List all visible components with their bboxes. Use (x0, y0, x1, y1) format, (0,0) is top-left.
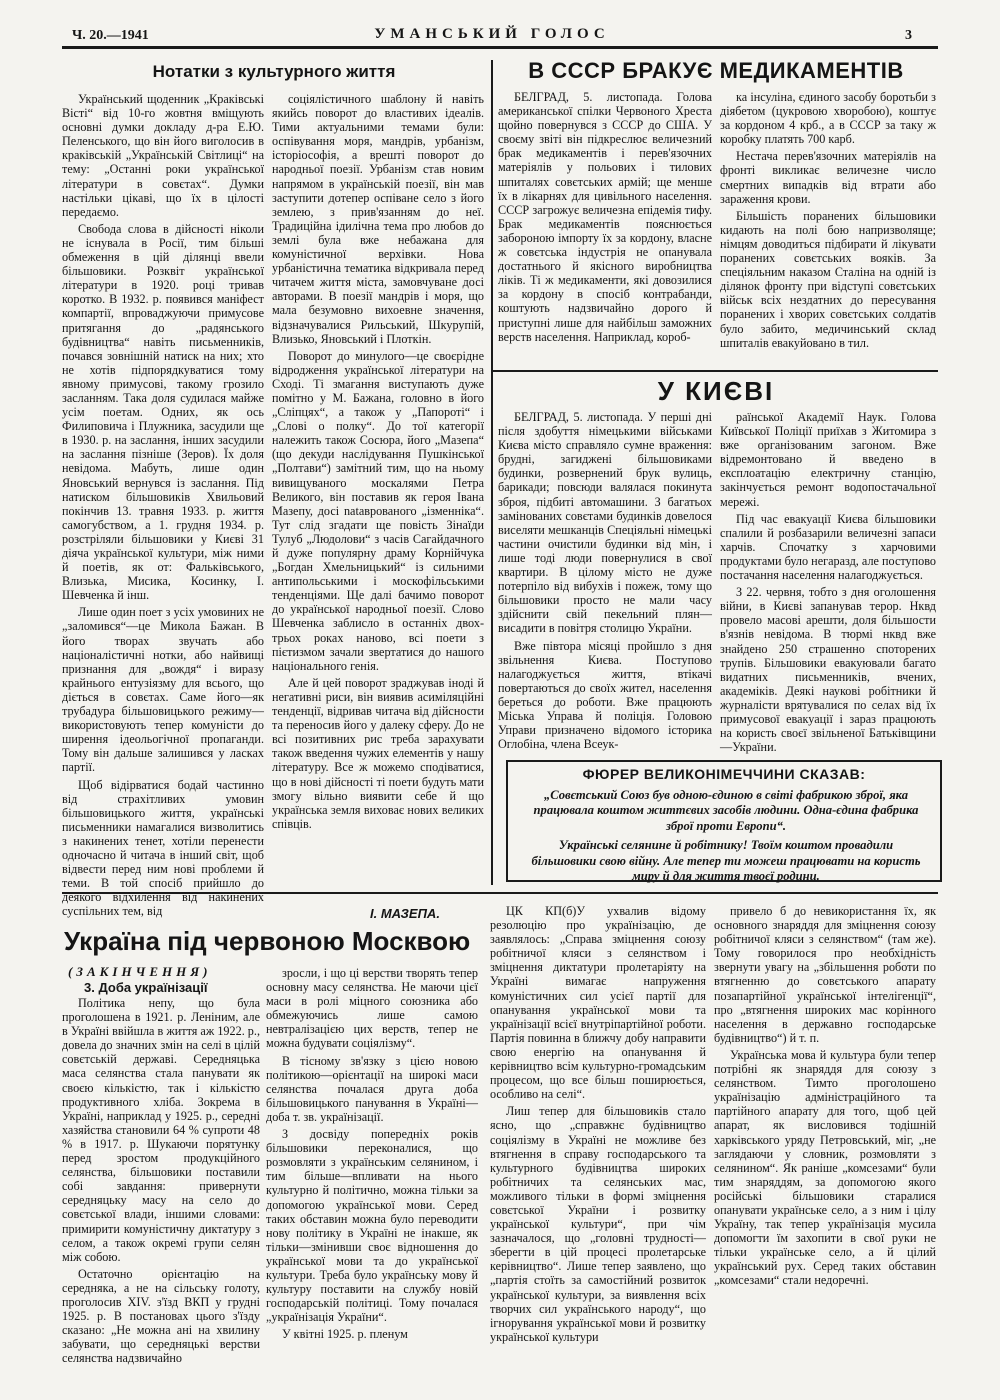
kyiv-column-1 (498, 410, 712, 750)
kyiv-column-2 (720, 410, 936, 755)
ussr-column-1 (498, 90, 712, 366)
paragraph: Український щоденник „Краківські Вісті“ від 10-го жовтня вміщують основні думки докладу д-ра Е.Ю. Пеленського, що він його виголосив в краківській „Українській Світлиці“ на тему: „Останні роки української літератури в совєтах“. Думки настільки цікаві, що їх в цілості передаємо. (62, 92, 264, 219)
column-divider (491, 60, 493, 885)
paragraph: Більшість поранених більшовики кидають на полі бою напризволяще; німцям доводиться підбирати й лікувати поранених совєтських вояків. За спеціяльним наказом Сталіна на одній із ділянок фронту при відступі совєтських військ всіх нездатних до пересування поранених і хворих совєтських солдатів було забито, медичинський склад шпиталів евакуйовано в тил. (720, 208, 936, 350)
paragraph: Вже півтора місяці пройшло з дня звільнення Києва. Поступово налагоджується життя, втікачі повертаються до своїх жител, населення береться до роботи. Вже працюють Міська Управа й поліція. Головою Управи призначено відомого історика Оглобіна, члена Всеук- (498, 638, 712, 752)
mazepa-column-1 (62, 996, 260, 1392)
paragraph: Остаточно орієнтацію на середняка, а не на сільську голоту, проголосив XIV. з'їзд ВКП у грудні 1925. р. В постановах цього з'їзду сказано: „Не можна ані на хвилину забувати, що середняцькі верстви селянства надзвичайно (62, 1266, 260, 1366)
culture-headline: Нотатки з культурного життя (152, 62, 396, 81)
conclusion-label: (ЗАКІНЧЕННЯ) (68, 964, 212, 979)
paragraph: В тісному зв'язку з цією новою політикою—орієнтації на широкі маси селянства почалася друга доба більшовицького панування в Україні—доба т. зв. українізації. (266, 1053, 478, 1124)
paragraph: Але й цей поворот зраджував іноді й негативні риси, він виявив асиміляційні тенденції, відривав читача від дійсности та переносив його у далеку сферу. До не всі позитивних рис треба зарахувати також введення чужих елементів у нашу літературу. Все ж можемо сподіватися, що в нові дійсності ті поети будуть мати змогу вільно виявити себе й що українська земля виховає нових великих співців. (272, 675, 484, 831)
paragraph: Українська мова й культура були тепер потрібні як знаряддя для союзу з селянством. Тимто проголошено українізацію адміністраційного та партійного апарату для того, щоб цей апарат, як висловився тодішній харківського уряду Петровський, міг, „не заглядаючи у словник, розмовляти з селянином“. Як раніше „комсезами“ були тим знаряддям, за допомогою якого російські більшовики старалися опанувати українське село, а з ним і цілу Україну, так тепер українізація мусила допомогти їм захопити в свої руки не тільки українське село, а й цілий український рух. Серед таких обставин „комсезами“ стали недоречні. (714, 1047, 936, 1288)
fuhrer-box-title: ФЮРЕР ВЕЛИКОНІМЕЧЧИНИ СКАЗАВ: (582, 766, 866, 782)
paragraph: Свобода слова в дійсності ніколи не існувала в Росії, тим більші обмеження в цій ділянці ввели більшовики. Розквіт української літератури в 1920. році тривав коротко. В 1932. р. появився маніфест компартії, впроваджуючи примусове притягання до „радянського будівництва“ навіть письменників, почався зовнішній натиск на них; хто не хотів підпорядкуватися тому явному примусові, такому грозило засланням. Така доля судилася майже усім поетам. Одних, як ось Филиповича і Плужника, засудили ще в 1930. р. на заслання, інших засудили на заслання пізніше (Зеров). Їх доля невідома. Мабуть, лише один Яновський вернувся із заслання. Під натиском більшовиків Хвильовий покінчив 13. травня 1933. р. життя самогубством, а 1. грудня 1934. р. розстріляли більшовики у Києві 31 діяча української культури, між ними й поетів, як от: Фальківського, Влизька, Мисика, Косинку, І. Шевченка й інш. (62, 221, 264, 603)
paragraph: раїнської Академії Наук. Голова Київської Поліції приїхав з Житомира з вже організованим загоном. Вже відремонтовано й введено в експлоатацію електричну станцію, закінчується ремонт водопостачальної мережі. (720, 410, 936, 509)
culture-column-2 (272, 92, 484, 890)
mazepa-column-3 (490, 904, 706, 1392)
issue-number: Ч. 20.—1941 (72, 28, 149, 43)
paragraph: Під час евакуації Києва більшовики спалили й розбазарили величезні запаси харчів. Спочатку з харчовими продуктами було негаразд, але поступово постачання населення налагоджується. (720, 511, 936, 583)
paragraph: З досвіду попередніх років більшовики переконалися, що розмовляти з українським селянином, і тим більше—впливати на нього культурно й політично, можна тільки за допомогою української мови. Серед таких обставин можна було переводити нову політику в Україні не інакше, як тільки—змінивши своє відношення до української мови та до української культури. Треба було українську мову й культуру поставити на службу новій господарській політиці. Тому почалася „українізація України“. (266, 1127, 478, 1325)
culture-column-1 (62, 92, 264, 919)
paragraph: БЕЛГРАД, 5. листопада. У перші дні після здобуття німецькими військами Києва місто справляло сумне враження: брудні, загиджені більшовиками будинки, розвернений брук вулиць, барикади; повсюди валялася покинута зброя, підбиті автомашини. З багатьох замінованих совєтами будинків довелося виселяти мешканців Спеціяльні німецькі частини очистили будинки від мін, і лише тоді люди повернулися в свої квартири. В цілому місто не дуже потерпіло від вибухів і пожеж, тому що більшовики просто не мали часу здійснити свій пекельний плян—висадити в повітря столицю України. (498, 410, 712, 636)
paragraph: У квітні 1925. р. пленум (282, 1327, 408, 1342)
paragraph: БЕЛГРАД, 5. листопада. Голова американської спілки Червоного Хреста щойно повернувся з СССР до США. У своєму звіті він підкреслює величезний брак медикаментів і перев'язочних матеріялів у польових і тилових шпиталях совєтських армій; ще менше їх в лікарнях для цивільного населення. СССР загрожує величезна епідемія тифу. Брак медикаментів пояснюється забороною імпорту їх за кордону, власне ж совєтська індустрія не опанувала достатнього й якісного виробництва ліків. Ті ж медикаменти, які довозилися за кордону в спосіб контрабанди, коштують надзвичайно дорого й приступні лише для найбільш заможних верств населення. Наприклад, короб- (498, 90, 712, 344)
newspaper-title: УМАНСЬКИЙ ГОЛОС (374, 26, 610, 42)
kyiv-top-rule (492, 370, 938, 372)
paragraph: зросли, і що ці верстви творять тепер основну масу селянства. Не маючи цієї маси в ролі міцного союзника або обмежуючись лише самою невтралізацією цих верств, тепер не можна будувати соціялізму“. (266, 966, 478, 1051)
paragraph: Щоб відірватися бодай частинно від страхітливих умовин більшовицького життя, українські письменники намагалися визволитись з накинених тенет, хотіли перенести одночасно й читача в інший світ, щоб відвести перед ним нові проблеми й теми. В той спосіб прийшло до деякого відхилення від накинених суспільних тем, від (62, 777, 264, 919)
fuhrer-quote-box (506, 760, 942, 882)
masthead (72, 24, 912, 46)
ussr-column-2 (720, 90, 936, 366)
section-heading: 3. Доба українізації (84, 980, 208, 995)
paragraph: соціялістичного шаблону й навіть якийсь поворот до властивих ідеалів. Тими актуальними темами були: оспівування моря, мандрів, урбанізм, історіософія, а врешті поворот до народньої поезії. Урбанізм став новим напрямом в українській поезії, він мав заступити дотепер оспіване село з його землею, з прив'язанням до неї. Традиційна ідилічна тема про любов до землі була вже небажана для комуністичної верхівки. Нова урбаністична тематика відкривала перед читачем життя міста, замовчуване досі авторами. В поезії мандрів і моря, що мала безумовно вихоевне значення, відзначувалися Рильський, Шкурупій, Влизько, Яновський і Плоткін. (272, 92, 484, 346)
mazepa-headline: Україна під червоною Москвою (64, 926, 471, 956)
kyiv-headline: У КИЄВІ (657, 376, 775, 406)
header-rule (62, 46, 938, 49)
paragraph: Лиш тепер для більшовиків стало ясно, що „справжнє будівництво соціялізму в Україні не можливе без втягнення в справу господарського та культурного будівництва широких робітничих та селянських мас, можливого тільки в формі зміцнення совєтської України і розвитку української культури“, при чім зазначалося, що „головні трудності—зберегти в цій процесі пролетарське керівництво“. Лише тепер заявлено, що „партія стоїть за самостійний розвиток української культури, за виявлення всіх творчих сил українського народу“, що ігнорування української мови й розвитку української культури (490, 1104, 706, 1344)
paragraph: ЦК КП(б)У ухвалив відому резолюцію про українізацію, де заявлялось: „Справа зміцнення союзу робітничої кляси з селянством і зміцнення диктатури пролетаріяту на Україні вимагає напруження комуністичних сил усієї партії для опанування української мови та українізації всієї внутріпартійної роботи. Партія повинна в ближчу добу направити свою енергію на опанування й керівництво всім культурно-громадським процесом, що все більш поширюється, особливо на селі“. (490, 904, 706, 1102)
paragraph: Поворот до минулого—це своєрідне відродження української літератури на Сході. Ті змагання виступають дуже помітно у М. Бажана, головно в його „Сліпцях“, а також у „Папороті“ і „Слові о полку“. До тої категорії належить також Сосюра, його „Мазепа“ (що декуди наслідування Пушкінської „Полтави“) замітний тим, що на ньому вивищуваного москалями Петра Великого, він поставив як героя Івана Мазепу, досі natаврованого „ізменніка“. Тут слід згадати ще повість Зінаїди Тулуб „Людолови“ з часів Сагайдачного й дуже популярну драму Корнійчука „Богдан Хмельницький“ із сильними антипольськими і москофільськими тенденціями. Ще далі бачимо поворот до української народньої поезії. Слово Шевченка заблисло в останніх двох-трьох роках наново, всі поети з пієтизмом зачали звертатися до нашого національного генія. (272, 348, 484, 673)
paragraph: привело б до невикористання їх, як основного знаряддя для зміцнення союзу робітничої кляси з селянством“ (там же). Тому говорилося про необхідність звернути увагу на „збільшення роботи по втягненню до совєтського апарату позапартійної української інтелігенції“, про „втягнення широких мас корінного населення в державно господарське будівництво“) й т. п. (714, 904, 936, 1045)
ussr-headline: В СССР БРАКУЄ МЕДИКАМЕНТІВ (528, 58, 904, 83)
fuhrer-quote: „Совєтський Союз був одною-єдиною в світі фабрикою зброї, яка працювала коштом життєвих засобів людини. Одна-єдина фабрика зброї проти Европи“. (533, 788, 919, 833)
paragraph: Нестача перев'язочних матеріялів на фронті викликає величезне число смертних випадків від втрати або зараження крови. (720, 149, 936, 206)
mazepa-column-4 (714, 904, 936, 1392)
page-number: 3 (905, 28, 912, 43)
paragraph: ка інсуліна, єдиного засобу боротьби з діябетом (цукровою хворобою), коштує за кордоном 4 крб., а в СССР за таку ж коробку платять 700 карб. (720, 90, 936, 147)
mazepa-column-2 (266, 966, 478, 1392)
paragraph: Політика непу, що була проголошена в 1921. р. Леніним, але в Україні ввійшла в життя аж 1922. р., довела до значних змін на селі в цілій совєтській державі. Середняцька маса селянства стала панувати як своєю кількістю, так і кількістю продуктивного хліба. Зокрема в Україні, наприклад у 1925. р., середні хазяйства становили 64 % супроти 48 % в 1917. р. Шукаючи порятунку перед зростом продукційного селянства, більшовики поставили собі завдання: привернути середняцьку масу на село до совєтської влади, іншими словами: примирити комуністичну диктатуру з селом, а також окремі групи селян між собою. (62, 996, 260, 1264)
paragraph: Лише один поет з усіх умовиних не „заломився“—це Микола Бажан. В його творах звучать або націоналістичні нотки, або найвищі признання для „вождя“ і виразу крайнього ентузіязму для всього, що діється в совєтах. Саме його—як трубадура більшовицького режиму—використовують тепер комуністи до ширення ідеольогічної пропаганди. Тому він дальше залишився у ласках партії. (62, 605, 264, 775)
fuhrer-box-text (526, 788, 926, 884)
fuhrer-appeal: Українські селянине й робітнику! Твоїм коштом провадили більшовики свою війну. Але тепер ти можеш працювати на користь миру й для життя твоєї родини. (531, 838, 921, 884)
paragraph: З 22. червня, тобто з дня оголошення війни, в Києві запанував терор. Нквд провело масові арешти, доля більшости в'язнів невідома. В тюрмі нквд вже знайдено 250 страшенно споторених трупів. Більшовики евакуювали багато видатних письменників, вчених, академіків. Деякі наукові робітники й журналісти врятувалися по селах від їх примусової евакуації і зараз працюють на користь своєї звільненої Батьківщини—України. (720, 585, 936, 755)
author-byline: І. МАЗЕПА. (370, 906, 440, 921)
